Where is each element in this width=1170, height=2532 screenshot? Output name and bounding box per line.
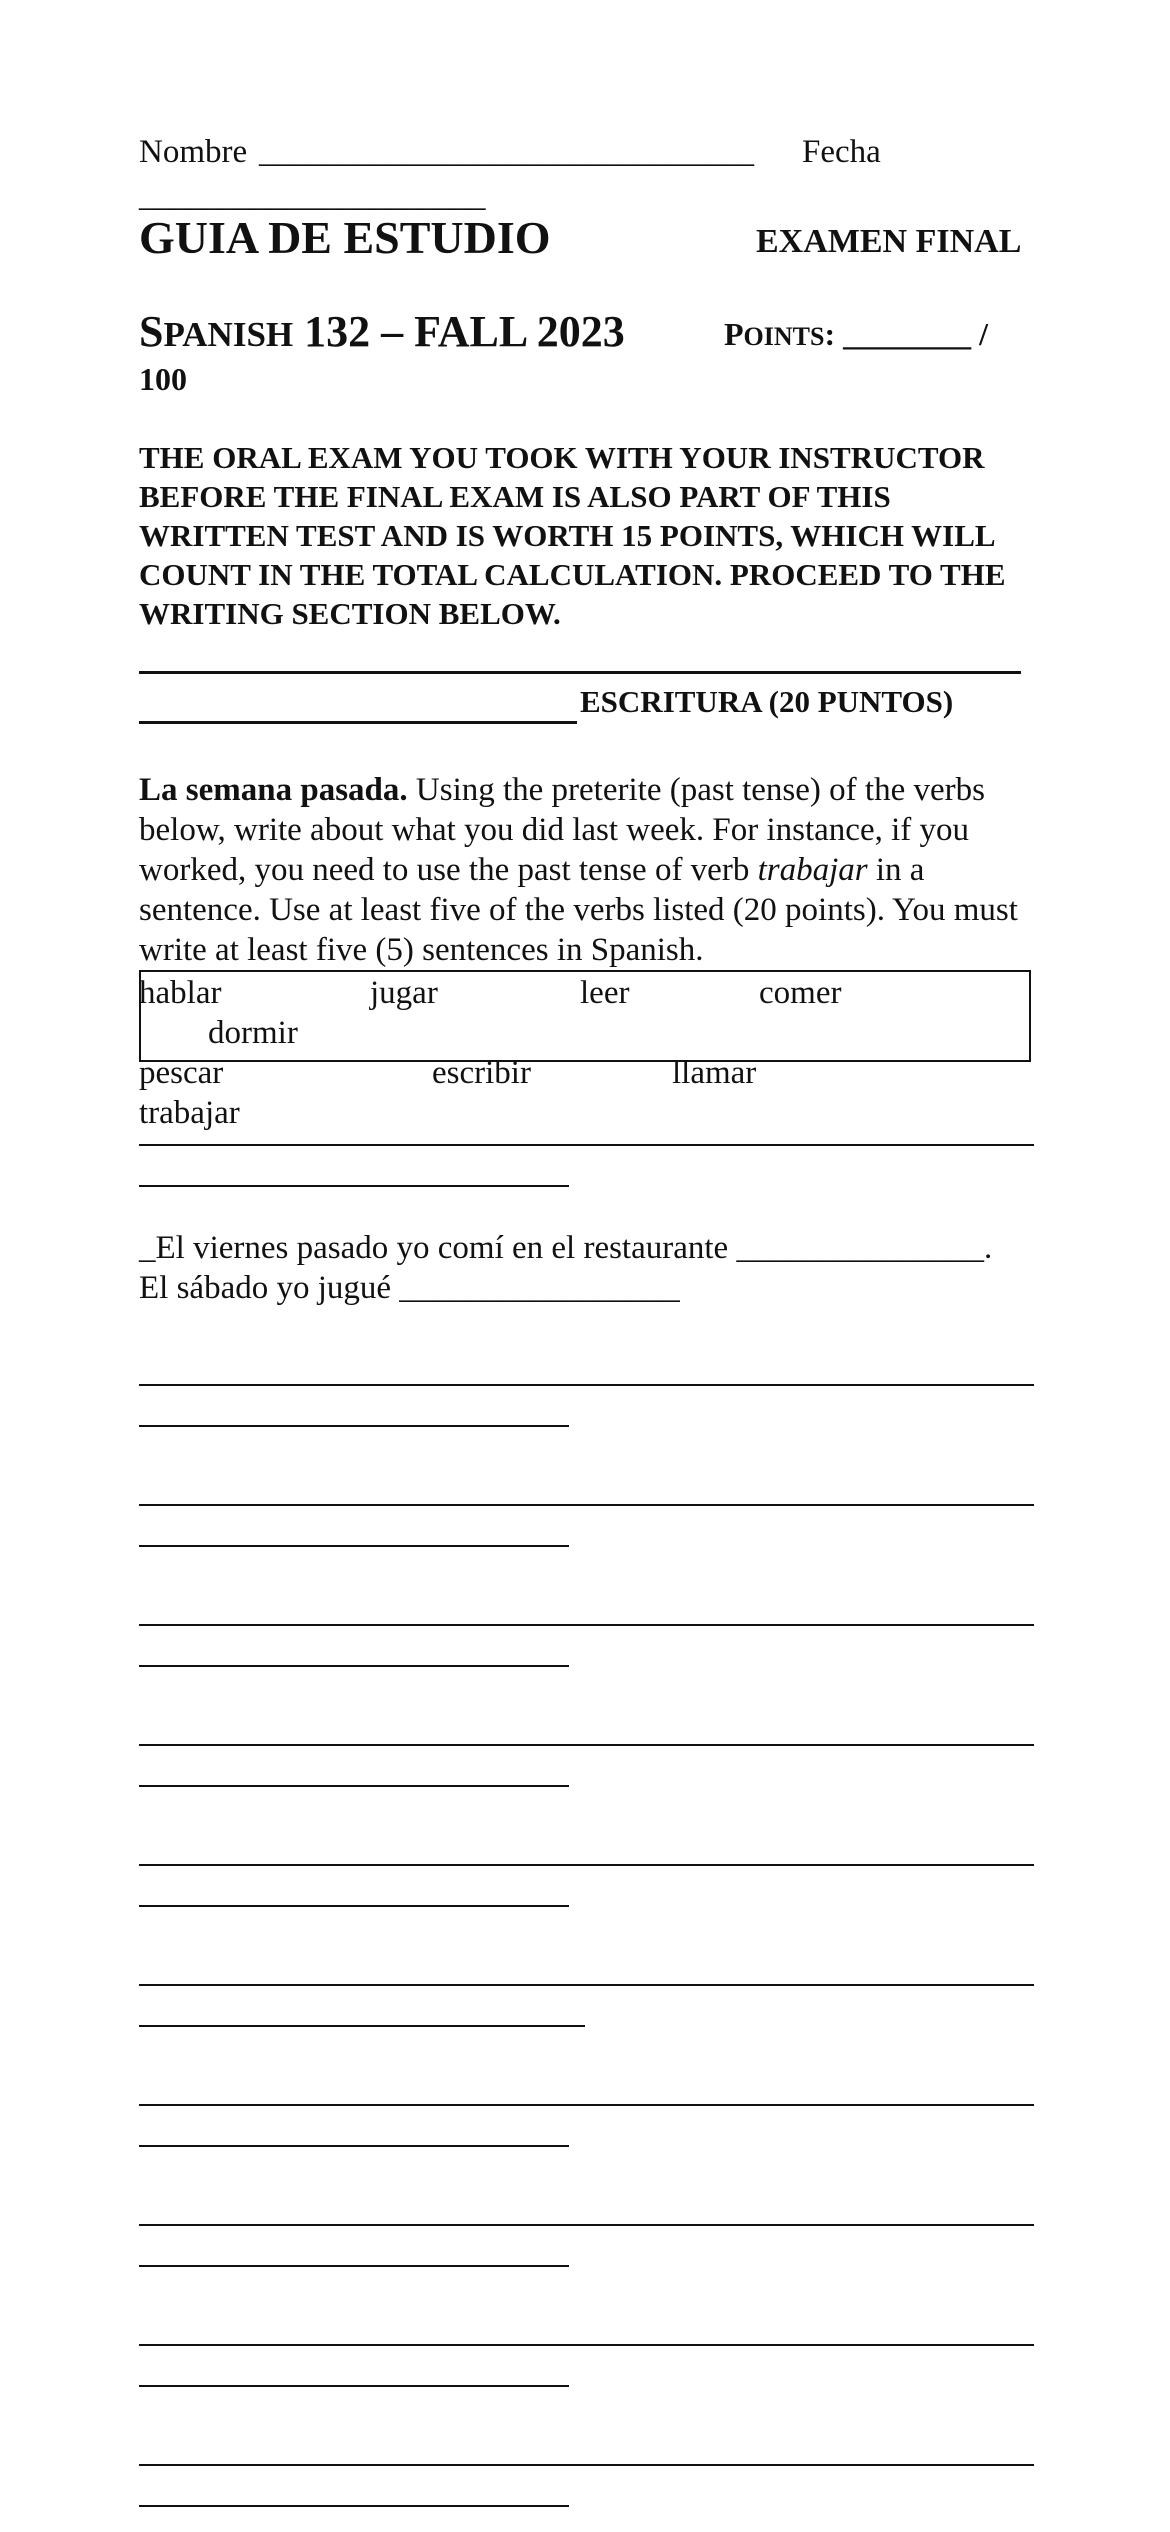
answer-line <box>139 2104 1034 2106</box>
example-line-2: El sábado yo jugué _________________ <box>139 1270 680 1306</box>
verb-item: jugar <box>370 975 438 1011</box>
points-total: 100 <box>139 361 187 397</box>
oral-exam-notice: THE ORAL EXAM YOU TOOK WITH YOUR INSTRUCTOR BEFORE THE FINAL EXAM IS ALSO PART OF THIS WRITTEN TEST AND IS WORTH 15 POINTS, WHICH WILL COUNT IN THE TOTAL CALCULATION. PROCEED TO THE WRITING SECTION BELOW. <box>139 440 1006 631</box>
answer-line <box>139 2505 569 2507</box>
verb-item: hablar <box>139 975 222 1011</box>
fecha-blank: _____________________ <box>139 178 486 214</box>
answer-line <box>139 1905 569 1907</box>
verb-item: escribir <box>432 1055 531 1091</box>
section-title: ESCRITURA (20 PUNTOS) <box>580 684 954 719</box>
exam-title: EXAMEN FINAL <box>756 223 1022 260</box>
answer-line <box>139 1504 1034 1506</box>
verb-item: pescar <box>139 1055 224 1091</box>
example-line-1: _El viernes pasado yo comí en el restaurante _______________. <box>139 1230 993 1266</box>
answer-line <box>139 1384 1034 1386</box>
writing-instructions: La semana pasada. Using the preterite (past tense) of the verbs below, write about what you did last week. For instance, if you worked, you need to use the past tense of verb trabajar in a sentence. Use at least five of the verbs listed (20 points). You must write at least five (5) sentences in Spanish. <box>139 772 1018 968</box>
answer-line <box>139 1624 1034 1626</box>
answer-line <box>139 1665 569 1667</box>
section-divider-left <box>139 721 577 724</box>
answer-line <box>139 1425 569 1427</box>
section-divider-top <box>139 671 1021 674</box>
verb-item: trabajar <box>139 1095 240 1131</box>
verb-item: dormir <box>208 1015 298 1051</box>
points-field: POINTS: ________ / <box>724 316 989 352</box>
verb-item: leer <box>580 975 630 1011</box>
answer-line <box>139 1984 1034 1986</box>
answer-line <box>139 2224 1034 2226</box>
nombre-label: Nombre <box>139 134 248 170</box>
answer-line <box>139 1864 1034 1866</box>
answer-line <box>139 1144 1034 1146</box>
answer-line <box>139 2145 569 2147</box>
answer-line <box>139 1785 569 1787</box>
fecha-label: Fecha <box>802 134 881 170</box>
answer-line <box>139 1185 569 1187</box>
answer-line <box>139 2385 569 2387</box>
answer-line <box>139 2265 569 2267</box>
answer-line <box>139 2464 1034 2466</box>
answer-line <box>139 1545 569 1547</box>
course-title: SPANISH 132 – FALL 2023 <box>139 307 625 356</box>
verb-item: comer <box>759 975 842 1011</box>
answer-line <box>139 1744 1034 1746</box>
answer-line <box>139 2025 585 2027</box>
nombre-blank: ______________________________ <box>259 134 754 170</box>
study-guide-page <box>139 0 1039 2532</box>
verb-item: llamar <box>672 1055 757 1091</box>
answer-line <box>139 2344 1034 2346</box>
guide-title: GUIA DE ESTUDIO <box>139 212 551 263</box>
